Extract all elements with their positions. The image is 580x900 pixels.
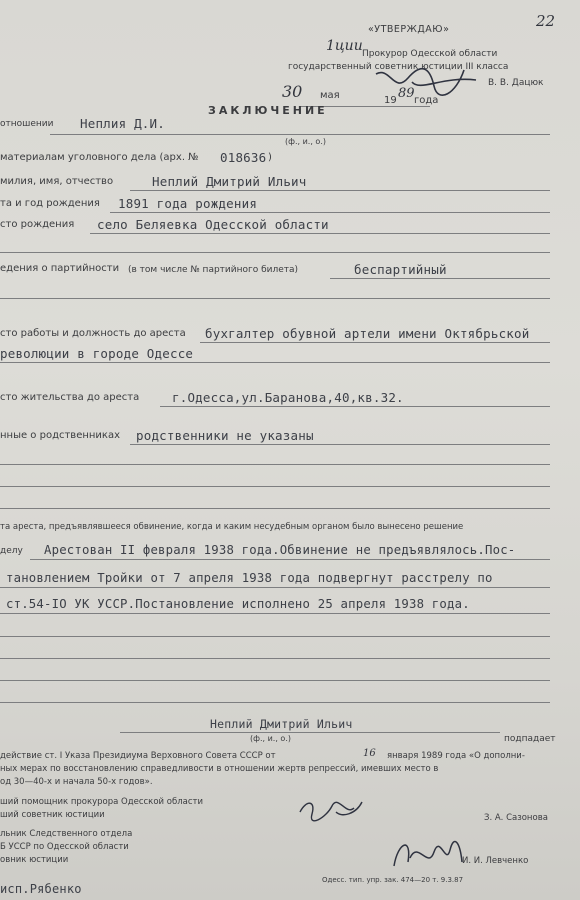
rule (330, 278, 550, 279)
rule (0, 298, 550, 299)
decree-line-3: од 30—40-х и начала 50-х годов». (0, 777, 153, 787)
rule (130, 190, 550, 191)
birth-value: 1891 года рождения (118, 196, 258, 211)
senior-name: З. А. Сазонова (484, 813, 548, 823)
work-value-2: революции в городе Одессе (0, 346, 194, 361)
date-year-word: года (414, 95, 439, 106)
rule (0, 680, 550, 681)
decree-day: 16 (363, 748, 376, 759)
rule (0, 587, 550, 588)
rule (0, 658, 550, 659)
rule (130, 444, 550, 445)
approver-name: В. В. Дацюк (488, 78, 544, 88)
arrest-line-3: ст.54-IO УК УССР.Постановление исполнено 25 апреля 1938 года. (6, 597, 470, 611)
work-label: сто работы и должность до ареста (0, 328, 186, 339)
arrest-line-2: тановлением Тройки от 7 апреля 1938 года подвергнут расстрелу по (6, 571, 493, 585)
executor: исп.Рябенко (0, 882, 82, 896)
rule (0, 252, 550, 253)
rule (50, 134, 550, 135)
senior-title-2: ший советник юстиции (0, 810, 105, 820)
archive-number: 018636 (220, 150, 267, 165)
document-title: ЗАКЛЮЧЕНИЕ (208, 104, 328, 117)
relatives-label: нные о родственниках (0, 430, 121, 441)
approver-title-1: Прокурор Одесской области (362, 49, 498, 59)
date-year-suffix: 89 (398, 86, 415, 101)
name-value: Неплий Дмитрий Ильич (152, 174, 307, 189)
falls-under: подпадает (504, 734, 556, 744)
rule (120, 732, 500, 733)
senior-title-1: ший помощник прокурора Одесской области (0, 797, 203, 807)
rule (0, 486, 550, 487)
date-day: 30 (282, 82, 303, 101)
rule (0, 636, 550, 637)
rule (0, 508, 550, 509)
approver-title-2: государственный советник юстиции III класса (288, 62, 509, 72)
decree-line-2: ных мерах по восстановлению справедливости в отношении жертв репрессий, имевших место в (0, 764, 439, 774)
approve-heading: «УТВЕРЖДАЮ» (368, 24, 450, 35)
decree-line-1b: января 1989 года «О дополни- (387, 751, 525, 761)
birthplace-value: село Беляевка Одесской области (97, 217, 329, 232)
birthplace-label: сто рождения (0, 219, 75, 230)
chief-signature (388, 832, 466, 878)
rule (0, 464, 550, 465)
rule (160, 406, 550, 407)
arrest-label-2: делу (0, 546, 23, 556)
chief-name: И. И. Левченко (462, 856, 529, 866)
party-label: едения о партийности (0, 263, 120, 274)
rule (0, 702, 550, 703)
arrest-line-1: Арестован II февраля 1938 года.Обвинение не предъявлялось.Пос- (44, 543, 516, 557)
chief-title-2: Б УССР по Одесской области (0, 842, 129, 852)
relation-label: отношении (0, 119, 54, 129)
party-value: беспартийный (354, 262, 447, 277)
chief-title-1: льник Следственного отдела (0, 829, 133, 839)
rule (0, 362, 550, 363)
page-number: 22 (536, 12, 556, 30)
print-info: Одесс. тип. упр. зак. 474—20 т. 9.3.87 (322, 876, 464, 884)
senior-signature (296, 796, 366, 826)
date-year-prefix: 19 (384, 95, 397, 106)
birth-label: та и год рождения (0, 198, 100, 209)
materials-close: ) (268, 152, 272, 163)
fio-hint-1: (ф., и., о.) (285, 137, 326, 146)
rule (0, 613, 550, 614)
chief-title-3: овник юстиции (0, 855, 69, 865)
date-month: мая (320, 90, 340, 101)
work-value-1: бухгалтер обувной артели имени Октябрьской (205, 326, 530, 341)
party-hint: (в том числе № партийного билета) (128, 265, 299, 275)
rule (30, 559, 550, 560)
fio-hint-2: (ф., и., о.) (250, 734, 291, 743)
residence-label: сто жительства до ареста (0, 392, 140, 403)
subject-name: Неплий Дмитрий Ильич (210, 717, 353, 731)
materials-label: материалам уголовного дела (арх. № (0, 152, 199, 163)
relatives-value: родственники не указаны (136, 428, 314, 443)
name-label: милия, имя, отчество (0, 176, 114, 187)
residence-value: г.Одесса,ул.Баранова,40,кв.32. (172, 390, 404, 405)
rule (200, 342, 550, 343)
handwritten-note: 1ции (326, 38, 363, 54)
decree-line-1a: действие ст. I Указа Президиума Верховного Совета СССР от (0, 751, 276, 761)
rule (110, 212, 550, 213)
relation-value: Неплия Д.И. (80, 116, 165, 131)
rule (90, 233, 550, 234)
arrest-label: та ареста, предъявлявшееся обвинение, когда и каким несудебным органом было вынесено решение (0, 522, 464, 532)
